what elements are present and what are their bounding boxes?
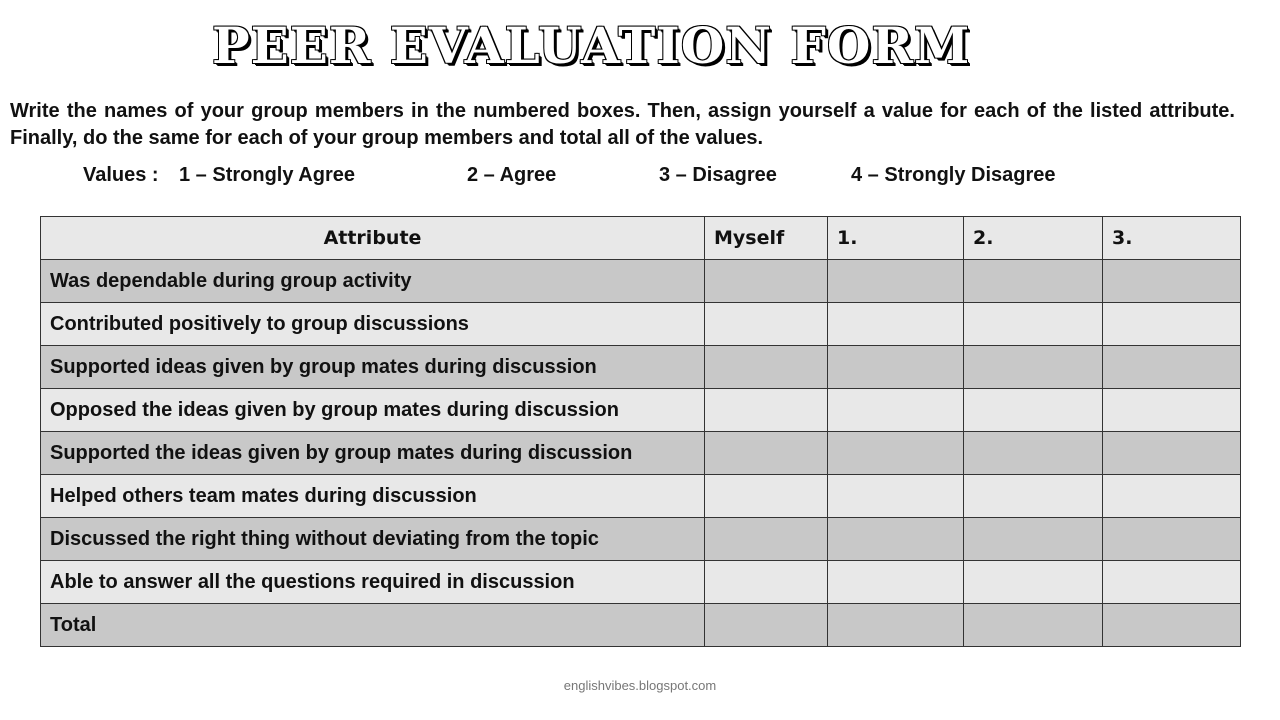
score-cell-member-1[interactable] xyxy=(828,475,964,518)
score-cell-myself[interactable] xyxy=(705,389,828,432)
score-cell-member-1[interactable] xyxy=(828,432,964,475)
attribute-cell: Supported ideas given by group mates during discussion xyxy=(41,346,705,389)
score-cell-member-1[interactable] xyxy=(828,518,964,561)
value-item-4: 4 – Strongly Disagree xyxy=(851,164,1056,186)
attribute-cell: Was dependable during group activity xyxy=(41,260,705,303)
score-cell-member-3[interactable] xyxy=(1103,389,1241,432)
score-cell-member-1[interactable] xyxy=(828,346,964,389)
score-cell-member-2[interactable] xyxy=(964,260,1103,303)
header-member-3: 3. xyxy=(1103,217,1241,260)
header-myself: Myself xyxy=(705,217,828,260)
header-member-2: 2. xyxy=(964,217,1103,260)
score-cell-member-3[interactable] xyxy=(1103,346,1241,389)
value-item-3: 3 – Disagree xyxy=(659,164,777,186)
values-label: Values : xyxy=(83,164,159,186)
score-cell-member-2[interactable] xyxy=(964,303,1103,346)
score-cell-member-3[interactable] xyxy=(1103,432,1241,475)
table-row xyxy=(41,389,1241,432)
evaluation-table xyxy=(40,216,1241,647)
score-cell-member-2[interactable] xyxy=(964,561,1103,604)
score-cell-member-2[interactable] xyxy=(964,475,1103,518)
score-cell-myself[interactable] xyxy=(705,475,828,518)
table-row xyxy=(41,260,1241,303)
score-cell-member-2[interactable] xyxy=(964,518,1103,561)
attribute-cell: Opposed the ideas given by group mates during discussion xyxy=(41,389,705,432)
table-header-row xyxy=(41,217,1241,260)
score-cell-myself[interactable] xyxy=(705,518,828,561)
score-cell-myself[interactable] xyxy=(705,346,828,389)
page-title: PEER EVALUATION FORM xyxy=(212,16,971,75)
score-cell-member-1[interactable] xyxy=(828,389,964,432)
total-label: Total xyxy=(41,604,705,647)
attribute-cell: Helped others team mates during discussion xyxy=(41,475,705,518)
score-cell-myself[interactable] xyxy=(705,260,828,303)
score-cell-member-3[interactable] xyxy=(1103,475,1241,518)
table-row xyxy=(41,475,1241,518)
table-row xyxy=(41,561,1241,604)
total-cell-member-3[interactable] xyxy=(1103,604,1241,647)
score-cell-member-3[interactable] xyxy=(1103,518,1241,561)
score-cell-myself[interactable] xyxy=(705,432,828,475)
score-cell-myself[interactable] xyxy=(705,561,828,604)
score-cell-myself[interactable] xyxy=(705,303,828,346)
header-member-1: 1. xyxy=(828,217,964,260)
table-row xyxy=(41,432,1241,475)
attribute-cell: Able to answer all the questions required in discussion xyxy=(41,561,705,604)
header-attribute: Attribute xyxy=(41,217,705,260)
table-row xyxy=(41,303,1241,346)
total-cell-myself[interactable] xyxy=(705,604,828,647)
score-cell-member-3[interactable] xyxy=(1103,303,1241,346)
total-row xyxy=(41,604,1241,647)
score-cell-member-2[interactable] xyxy=(964,346,1103,389)
table-row xyxy=(41,346,1241,389)
total-cell-member-2[interactable] xyxy=(964,604,1103,647)
attribute-cell: Discussed the right thing without deviating from the topic xyxy=(41,518,705,561)
table-row xyxy=(41,518,1241,561)
score-cell-member-2[interactable] xyxy=(964,389,1103,432)
score-cell-member-1[interactable] xyxy=(828,303,964,346)
score-cell-member-2[interactable] xyxy=(964,432,1103,475)
attribute-cell: Supported the ideas given by group mates during discussion xyxy=(41,432,705,475)
score-cell-member-1[interactable] xyxy=(828,260,964,303)
score-cell-member-3[interactable] xyxy=(1103,260,1241,303)
footer-source: englishvibes.blogspot.com xyxy=(563,678,717,693)
values-legend xyxy=(0,164,1280,190)
value-item-2: 2 – Agree xyxy=(467,164,557,186)
score-cell-member-3[interactable] xyxy=(1103,561,1241,604)
value-item-1: 1 – Strongly Agree xyxy=(179,164,355,186)
score-cell-member-1[interactable] xyxy=(828,561,964,604)
instructions-text: Write the names of your group members in the numbered boxes. Then, assign yourself a value for each of the listed attribute. Finally, do the same for each of your group members and total all of the values. xyxy=(10,100,1235,149)
attribute-cell: Contributed positively to group discussions xyxy=(41,303,705,346)
total-cell-member-1[interactable] xyxy=(828,604,964,647)
